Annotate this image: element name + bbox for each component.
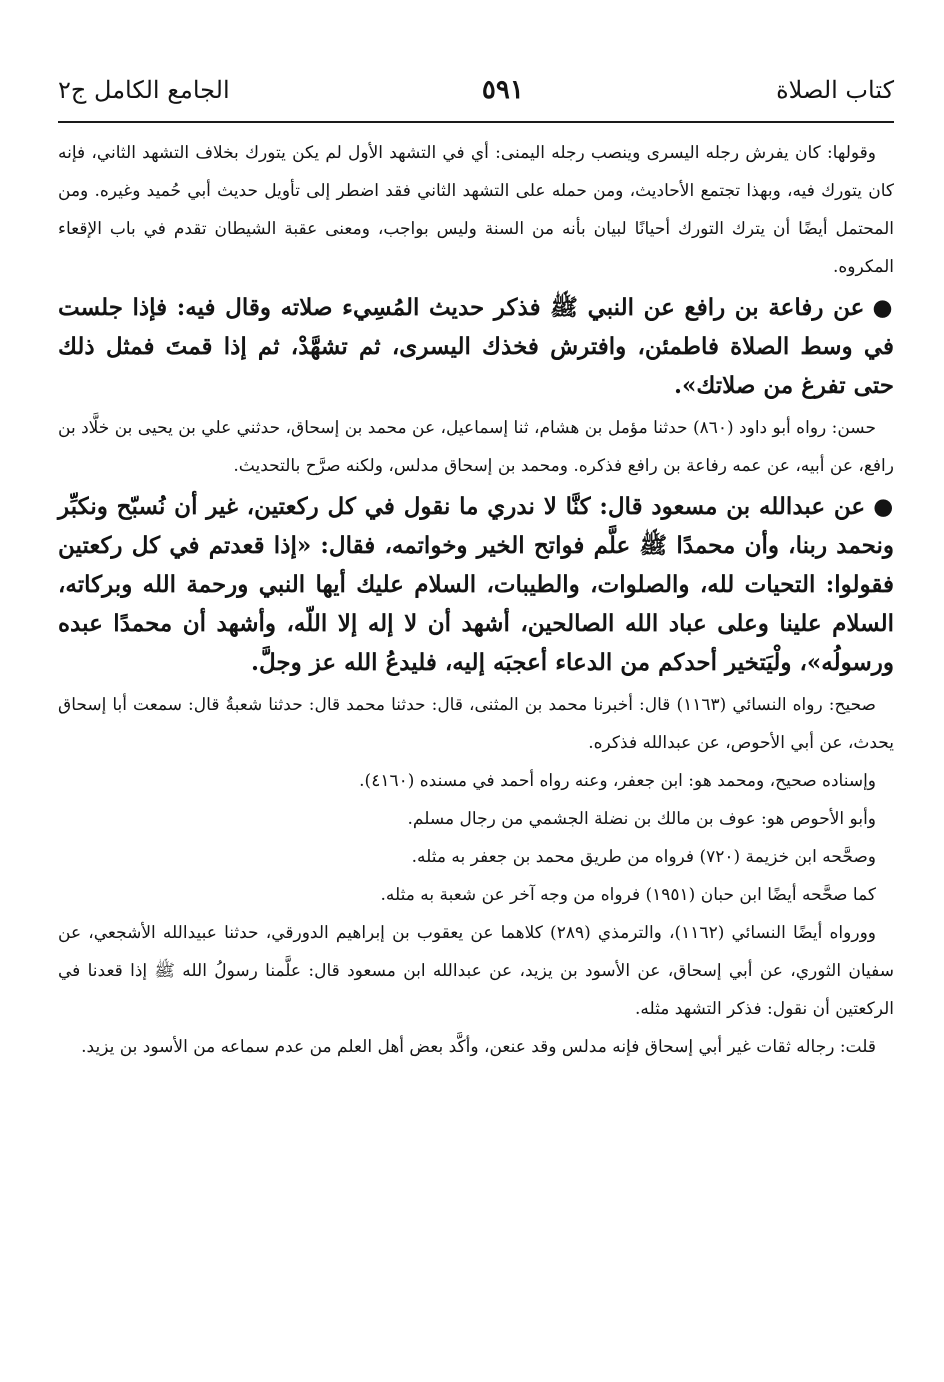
bullet-icon: ●: [873, 493, 895, 520]
header-rule: [58, 121, 894, 123]
bullet-icon: ●: [872, 294, 894, 321]
paragraph-text: صحيح: رواه النسائي (١١٦٣) قال: أخبرنا محمد بن المثنى، قال: حدثنا محمد قال: حدثنا شعبةُ قال: سمعت أبا إسحاق يحدث، عن أبي الأحوص، عن عبدالله فذكره.: [58, 695, 894, 753]
commentary-paragraph: [58, 686, 894, 762]
paragraph-text: قلت: رجاله ثقات غير أبي إسحاق فإنه مدلس وقد عنعن، وأكَّد بعض أهل العلم من عدم سماعه من الأسود بن يزيد.: [81, 1037, 876, 1057]
series-title: الجامع الكامل ج٢: [58, 76, 230, 104]
book-title: كتاب الصلاة: [776, 76, 894, 104]
paragraph-text: وورواه أيضًا النسائي (١١٦٢)، والترمذي (٢٨٩) كلاهما عن يعقوب بن إبراهيم الدورقي، حدثنا عبيدالله الأشجعي، عن سفيان الثوري، عن أبي إسحاق، عن الأسود بن يزيد، عن عبدالله ابن مسعود قال: علَّمنا رسولُ الله ﷺ إذا قعدنا في الركعتين أن نقول: فذكر التشهد مثله.: [58, 923, 894, 1019]
note-paragraph: [58, 762, 894, 800]
commentary-paragraph: [58, 914, 894, 1028]
paragraph-text: عن رفاعة بن رافع عن النبي ﷺ فذكر حديث المُسِيء صلاته وقال فيه: فإذا جلست في وسط الصلاة فاطمئن، وافترش فخذك اليسرى، ثم تشهَّدْ، ثم إذا قمتَ فمثل ذلك حتى تفرغ من صلاتك».: [58, 294, 894, 399]
commentary-paragraph: [58, 134, 894, 286]
note-paragraph: [58, 876, 894, 914]
page-body: [58, 134, 894, 1066]
paragraph-text: وأبو الأحوص هو: عوف بن مالك بن نضلة الجشمي من رجال مسلم.: [407, 809, 876, 829]
note-paragraph: [58, 800, 894, 838]
paragraph-text: عن عبدالله بن مسعود قال: كنَّا لا ندري ما نقول في كل ركعتين، غير أن نُسبّح ونكبِّر ونحمد ربنا، وأن محمدًا ﷺ علَّم فواتح الخير وخواتمه، فقال: «إذا قعدتم في كل ركعتين فقولوا: التحيات لله، والصلوات، والطيبات، السلام عليك أيها النبي ورحمة الله وبركاته، السلام علينا وعلى عباد الله الصالحين، أشهد أن لا إله إلا اللّه، وأشهد أن محمدًا عبده ورسولُه»، ولْيَتخير أحدكم من الدعاء أعجبَه إليه، فليدعُ الله عز وجلَّ.: [58, 493, 894, 676]
commentary-paragraph: [58, 1028, 894, 1066]
note-paragraph: [58, 838, 894, 876]
paragraph-text: كما صحَّحه أيضًا ابن حبان (١٩٥١) فرواه من وجه آخر عن شعبة به مثله.: [380, 885, 876, 905]
page-header: [58, 70, 894, 110]
paragraph-text: وصحَّحه ابن خزيمة (٧٢٠) فرواه من طريق محمد بن جعفر به مثله.: [411, 847, 876, 867]
paragraph-text: وقولها: كان يفرش رجله اليسرى وينصب رجله اليمنى: أي في التشهد الأول لم يكن يتورك بخلاف التشهد الثاني، فإنه كان يتورك فيه، وبهذا تجتمع الأحاديث، ومن حمله على التشهد الثاني فقد اضطر إلى تأويل حديث أبي حُميد وغيره. ومن المحتمل أيضًا أن يترك التورك أحيانًا لبيان بأنه من السنة وليس بواجب، ومعنى عقبة الشيطان تقدم في باب الإقعاء المكروه.: [58, 143, 894, 277]
commentary-paragraph: [58, 409, 894, 485]
paragraph-text: وإسناده صحيح، ومحمد هو: ابن جعفر، وعنه رواه أحمد في مسنده (٤١٦٠).: [359, 771, 876, 791]
hadith-paragraph: [58, 487, 894, 682]
page-number: ٥٩١: [481, 75, 524, 105]
paragraph-text: حسن: رواه أبو داود (٨٦٠) حدثنا مؤمل بن هشام، ثنا إسماعيل، عن محمد بن إسحاق، حدثني علي بن يحيى بن خلَّاد بن رافع، عن أبيه، عن عمه رفاعة بن رافع فذكره. ومحمد بن إسحاق مدلس، ولكنه صرَّح بالتحديث.: [58, 418, 894, 476]
hadith-paragraph: [58, 288, 894, 405]
